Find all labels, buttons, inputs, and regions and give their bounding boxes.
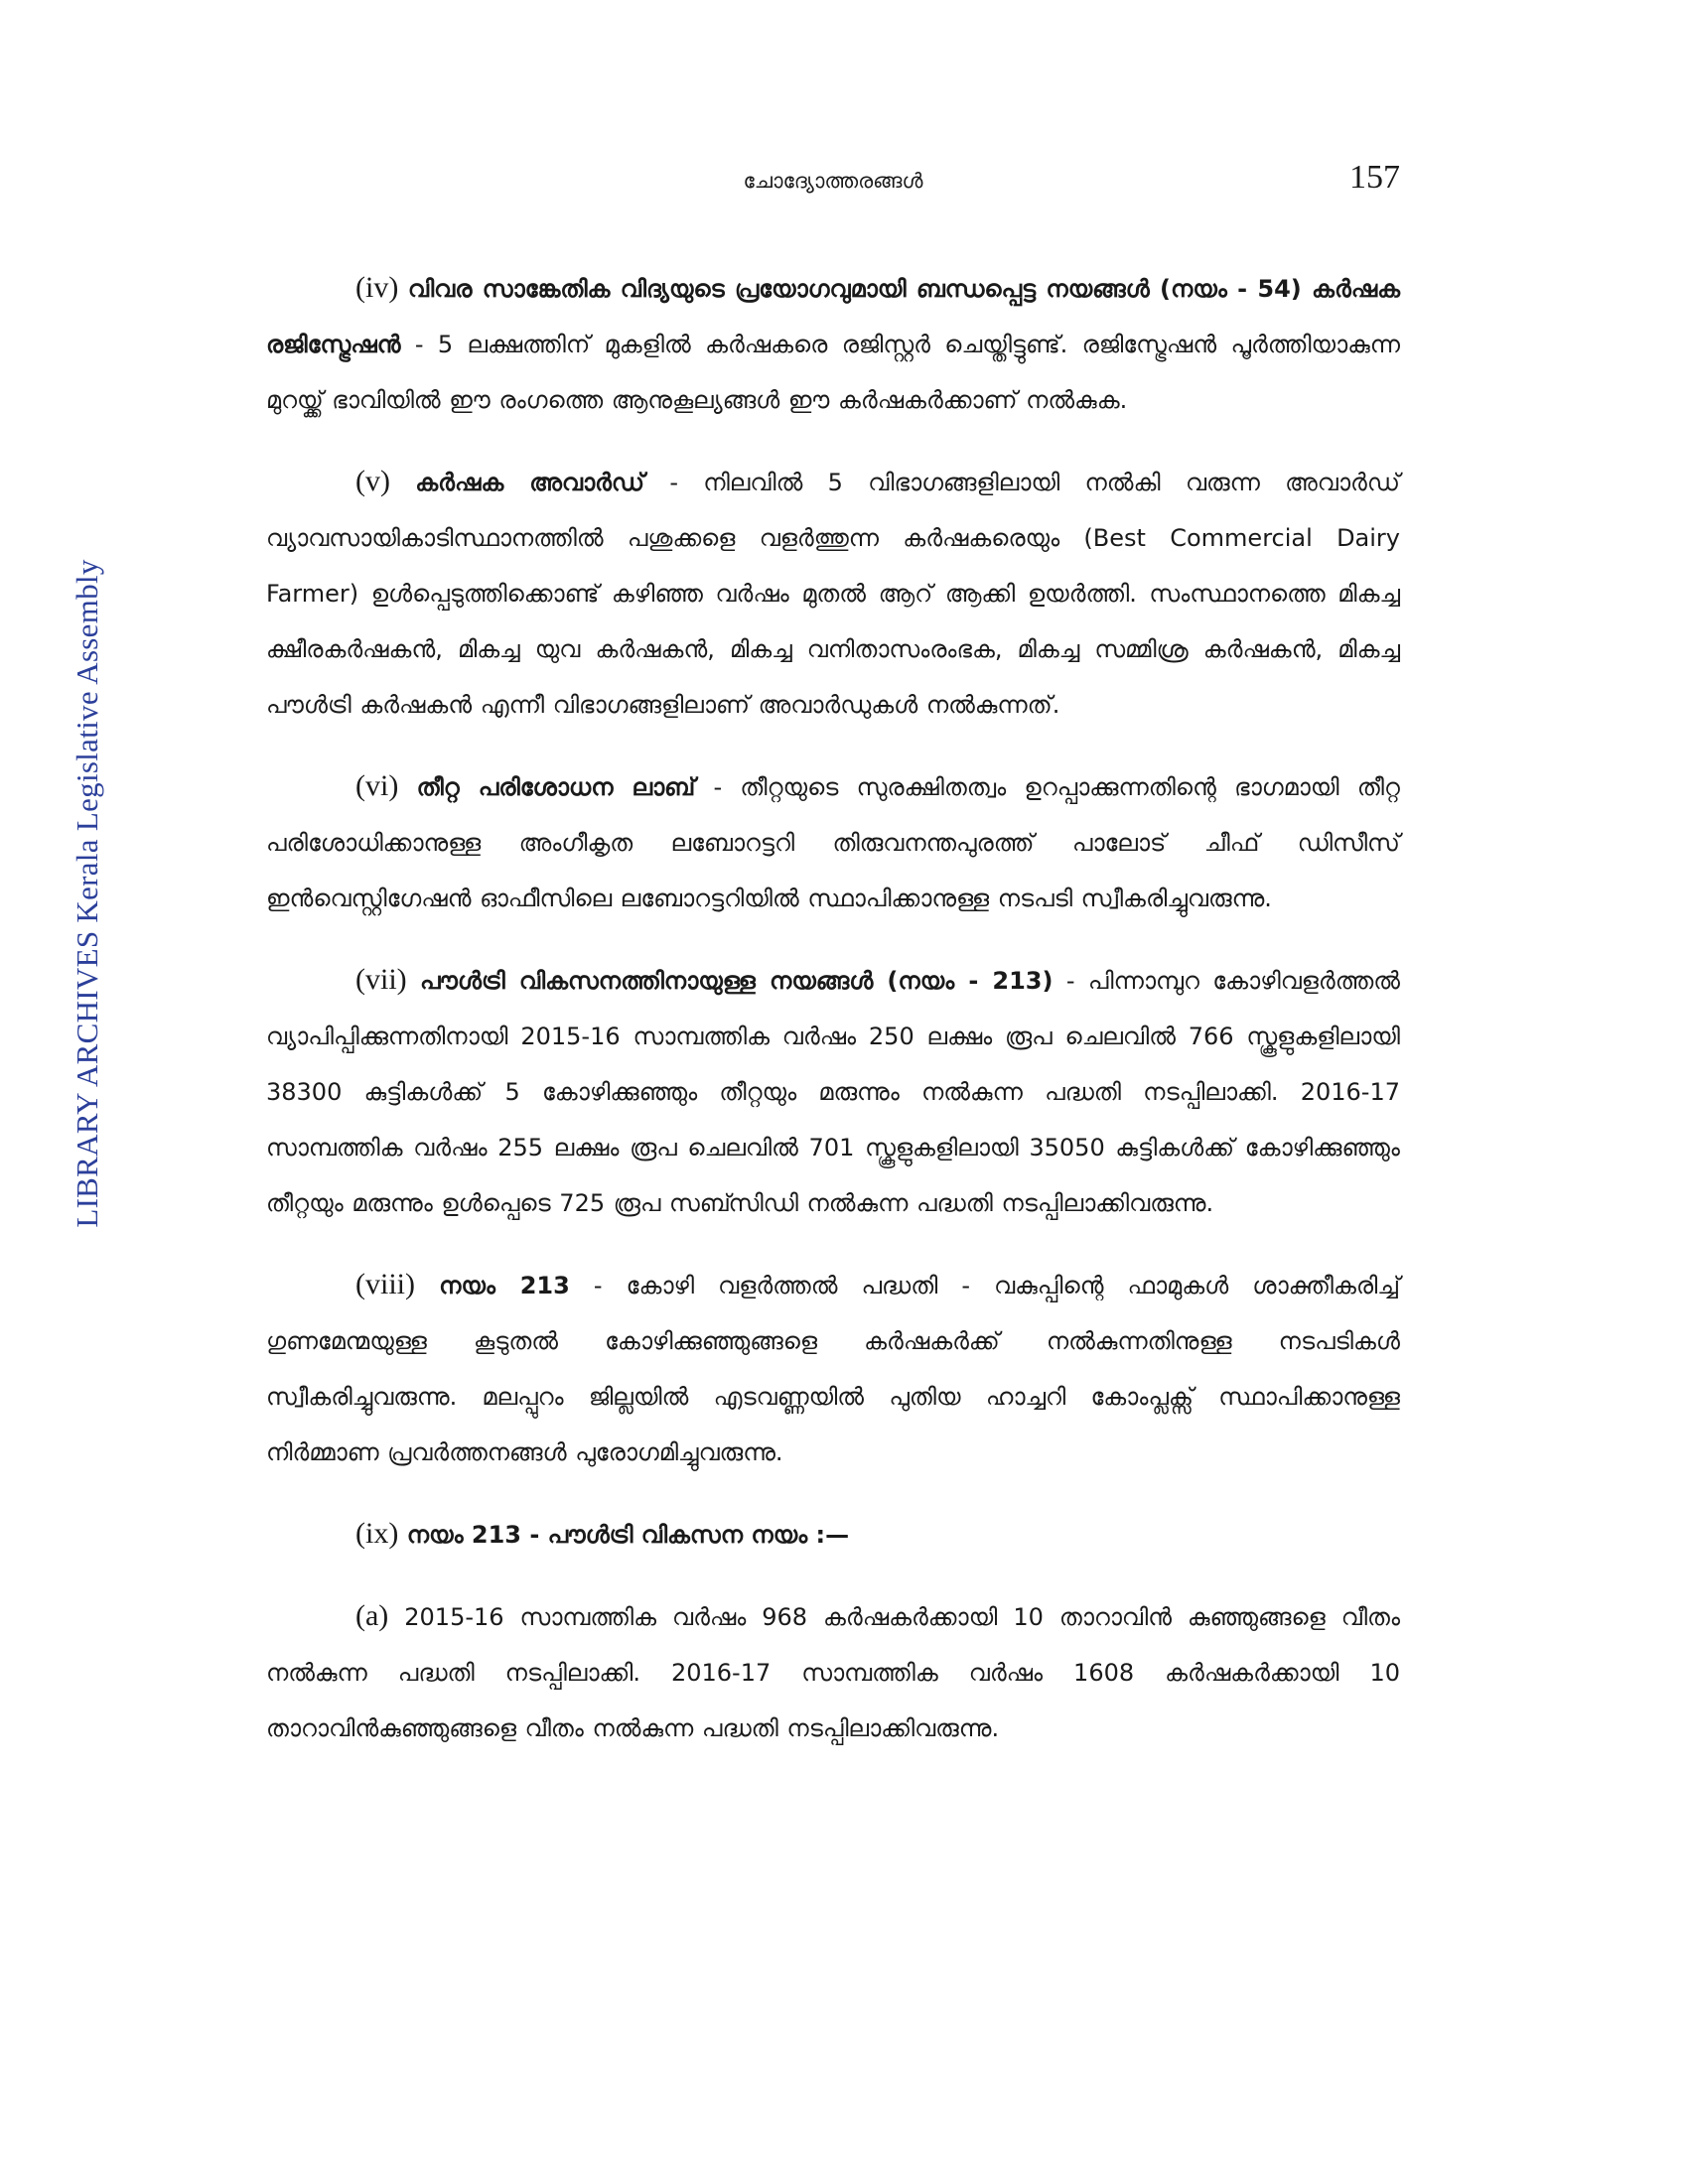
item-body-viii: - കോഴി വളർത്തൽ പദ്ധതി - വകുപ്പിന്റെ ഫാമുകൾ ശാക്തീകരിച്ച് ഗുണമേന്മയുള്ള കൂടുതൽ കോഴിക്കുഞ്ഞുങ്ങളെ കർഷകർക്ക് നൽകുന്നതിനുള്ള നടപടികൾ സ്വീകരിച്ചുവരുന്നു. മലപ്പുറം ജില്ലയിൽ എടവണ്ണയിൽ പുതിയ ഹാച്ചറി കോംപ്ലക്സ് സ്ഥാപിക്കാനുള്ള നിർമ്മാണ പ്രവർത്തനങ്ങൾ പുരോഗമിച്ചുവരുന്നു. xyxy=(266,1272,1400,1466)
item-body-v: - നിലവിൽ 5 വിഭാഗങ്ങളിലായി നൽകി വരുന്ന അവാർഡ് വ്യാവസായികാടിസ്ഥാനത്തിൽ പശുക്കളെ വളർത്തുന്ന കർഷകരെയും (Best Commercial Dairy Farmer) ഉൾപ്പെടുത്തിക്കൊണ്ട് കഴിഞ്ഞ വർഷം മുതൽ ആറ് ആക്കി ഉയർത്തി. സംസ്ഥാനത്തെ മികച്ച ക്ഷീരകർഷകൻ, മികച്ച യുവ കർഷകൻ, മികച്ച വനിതാസംരംഭക, മികച്ച സമ്മിശ്ര കർഷകൻ, മികച്ച പൗൾട്രി കർഷകൻ എന്നീ വിഭാഗങ്ങളിലാണ് അവാർഡുകൾ നൽകുന്നത്. xyxy=(266,469,1400,719)
item-label-v: (v) xyxy=(355,465,390,497)
item-title-vii: പൗൾട്രി വികസനത്തിനായുള്ള നയങ്ങൾ (നയം - 213) xyxy=(420,967,1054,995)
item-label-ix: (ix) xyxy=(355,1517,399,1550)
archive-watermark: LIBRARY ARCHIVES Kerala Legislative Assembly xyxy=(70,559,104,1228)
item-title-vi: തീറ്റ പരിശോധന ലാബ് xyxy=(416,773,696,801)
item-title-v: കർഷക അവാർഡ് xyxy=(415,469,645,496)
item-title-iv: വിവര സാങ്കേതിക വിദ്യയുടെ പ്രയോഗവുമായി ബന്ധപ്പെട്ട നയങ്ങൾ (നയം - 54) കർഷക രജിസ്ട്രേഷൻ xyxy=(266,275,1400,358)
item-label-viii: (viii) xyxy=(355,1268,415,1300)
item-title-ix: നയം 213 - പൗൾട്രി വികസന നയം :— xyxy=(406,1521,850,1549)
paragraph-vii xyxy=(266,952,1400,1231)
item-label-vii: (vii) xyxy=(355,963,407,996)
page-body xyxy=(266,260,1400,1782)
item-label-vi: (vi) xyxy=(355,769,399,802)
item-label-iv: (iv) xyxy=(355,271,399,304)
paragraph-iv xyxy=(266,260,1400,428)
item-title-viii: നയം 213 xyxy=(439,1272,570,1299)
paragraph-ix-heading xyxy=(266,1506,1400,1563)
paragraph-v xyxy=(266,454,1400,733)
paragraph-viii xyxy=(266,1257,1400,1480)
item-body-iv: - 5 ലക്ഷത്തിന് മുകളിൽ കർഷകരെ രജിസ്റ്റർ ചെയ്തിട്ടുണ്ട്. രജിസ്ട്രേഷൻ പൂർത്തിയാകുന്ന മുറയ്ക്ക് ഭാവിയിൽ ഈ രംഗത്തെ ആനുകൂല്യങ്ങൾ ഈ കർഷകർക്കാണ് നൽകുക. xyxy=(266,331,1400,414)
item-label-a: (a) xyxy=(355,1599,389,1632)
paragraph-vi xyxy=(266,758,1400,926)
running-title: ചോദ്യോത്തരങ്ങൾ xyxy=(743,169,923,193)
item-body-a: 2015-16 സാമ്പത്തിക വർഷം 968 കർഷകർക്കായി 10 താറാവിൻ കുഞ്ഞുങ്ങളെ വീതം നൽകുന്ന പദ്ധതി നടപ്പിലാക്കി. 2016-17 സാമ്പത്തിക വർഷം 1608 കർഷകർക്കായി 10 താറാവിൻകുഞ്ഞുങ്ങളെ വീതം നൽകുന്ന പദ്ധതി നടപ്പിലാക്കിവരുന്നു. xyxy=(266,1603,1400,1742)
paragraph-a xyxy=(266,1588,1400,1756)
item-body-vii: - പിന്നാമ്പുറ കോഴിവളർത്തൽ വ്യാപിപ്പിക്കുന്നതിനായി 2015-16 സാമ്പത്തിക വർഷം 250 ലക്ഷം രൂപ ചെലവിൽ 766 സ്കൂളുകളിലായി 38300 കുട്ടികൾക്ക് 5 കോഴിക്കുഞ്ഞും തീറ്റയും മരുന്നും നൽകുന്ന പദ്ധതി നടപ്പിലാക്കി. 2016-17 സാമ്പത്തിക വർഷം 255 ലക്ഷം രൂപ ചെലവിൽ 701 സ്കൂളുകളിലായി 35050 കുട്ടികൾക്ക് കോഴിക്കുഞ്ഞും തീറ്റയും മരുന്നും ഉൾപ്പെടെ 725 രൂപ സബ്സിഡി നൽകുന്ന പദ്ധതി നടപ്പിലാക്കിവരുന്നു. xyxy=(266,967,1400,1217)
page-number: 157 xyxy=(1349,159,1400,196)
item-body-vi: - തീറ്റയുടെ സുരക്ഷിതത്വം ഉറപ്പാക്കുന്നതിന്റെ ഭാഗമായി തീറ്റ പരിശോധിക്കാനുള്ള അംഗീകൃത ലബോറട്ടറി തിരുവനന്തപുരത്ത് പാലോട് ചീഫ് ഡിസീസ് ഇൻവെസ്റ്റിഗേഷൻ ഓഫീസിലെ ലബോറട്ടറിയിൽ സ്ഥാപിക്കാനുള്ള നടപടി സ്വീകരിച്ചുവരുന്നു. xyxy=(266,773,1400,912)
page-header xyxy=(266,159,1400,208)
